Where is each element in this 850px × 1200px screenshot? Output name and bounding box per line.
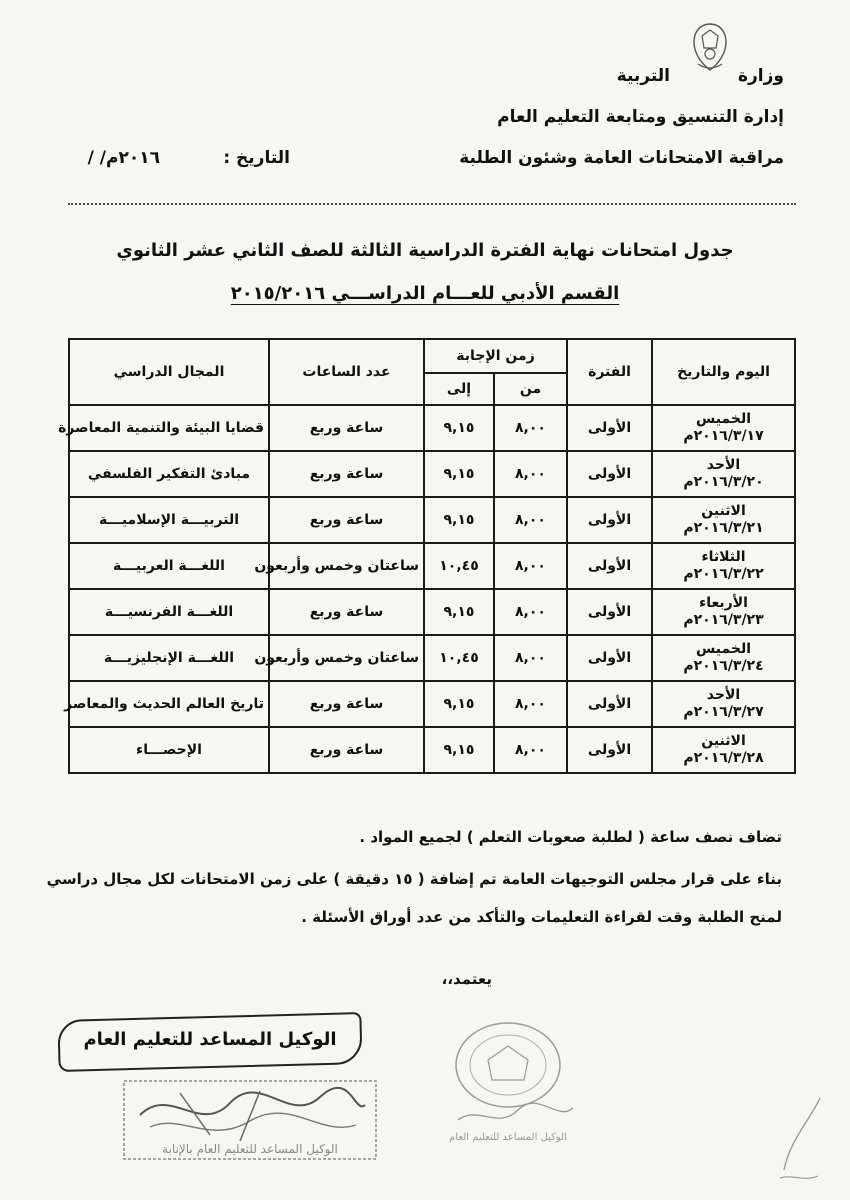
ministry-line1: وزارة [737, 66, 784, 86]
day-date-cell [652, 681, 795, 727]
period-cell: الأولى [567, 589, 652, 635]
day-date-cell [652, 497, 795, 543]
period-cell: الأولى [567, 497, 652, 543]
day-name: الاثنين [701, 733, 746, 749]
subject-cell: اللغـــة الفرنسيـــة [69, 589, 269, 635]
hours-cell: ساعة وربع [269, 405, 424, 451]
subject-cell: اللغـــة الإنجليزيـــة [69, 635, 269, 681]
from-cell: ٨,٠٠ [494, 727, 567, 773]
hours-cell: ساعتان وخمس وأربعون [269, 543, 424, 589]
table-row [69, 589, 795, 635]
from-cell: ٨,٠٠ [494, 543, 567, 589]
table-row [69, 497, 795, 543]
department-name: إدارة التنسيق ومتابعة التعليم العام [497, 107, 784, 127]
to-cell: ١٠,٤٥ [424, 543, 494, 589]
day-date-cell [652, 543, 795, 589]
approval-text: يعتمد،، [441, 970, 492, 988]
exam-date: ٢٠١٦/٣/١٧م [683, 428, 764, 444]
table-row [69, 543, 795, 589]
day-name: الأحد [706, 687, 741, 703]
period-cell: الأولى [567, 681, 652, 727]
header-from: من [494, 373, 567, 405]
ministry-seal-icon [428, 1010, 588, 1150]
subject-cell: اللغـــة العربيـــة [69, 543, 269, 589]
table-row [69, 681, 795, 727]
schedule-title: جدول امتحانات نهاية الفترة الدراسية الثالثة للصف الثاني عشر الثانوي [116, 240, 734, 261]
period-cell: الأولى [567, 635, 652, 681]
date-label: التاريخ : [223, 148, 290, 168]
stamp-text: الوكيل المساعد للتعليم العام بالإنابة [162, 1142, 338, 1156]
from-cell: ٨,٠٠ [494, 589, 567, 635]
to-cell: ٩,١٥ [424, 681, 494, 727]
day-name: الخميس [695, 411, 752, 427]
subject-cell: قضايا البيئة والتنمية المعاصرة [69, 405, 269, 451]
day-date-cell [652, 727, 795, 773]
exam-date: ٢٠١٦/٣/٢٠م [683, 474, 764, 490]
hours-cell: ساعة وربع [269, 589, 424, 635]
day-name: الاثنين [701, 503, 746, 519]
schedule-subtitle: القسم الأدبي للعـــام الدراســـي ٢٠١٥/٢٠١٦ [230, 283, 620, 304]
subject-cell: مبادئ التفكير الفلسفي [69, 451, 269, 497]
period-cell: الأولى [567, 451, 652, 497]
day-date-cell [652, 405, 795, 451]
hours-cell: ساعتان وخمس وأربعون [269, 635, 424, 681]
day-name: الثلاثاء [701, 549, 746, 565]
period-cell: الأولى [567, 543, 652, 589]
hours-cell: ساعة وربع [269, 727, 424, 773]
signature-title: الوكيل المساعد للتعليم العام [83, 1029, 337, 1050]
to-cell: ٩,١٥ [424, 589, 494, 635]
table-row [69, 405, 795, 451]
note-extra-time: تضاف نصف ساعة ( لطلبة صعوبات التعلم ) لجميع المواد . [359, 828, 782, 846]
ministry-line2: التربية [616, 66, 670, 86]
table-row [69, 451, 795, 497]
period-cell: الأولى [567, 405, 652, 451]
from-cell: ٨,٠٠ [494, 451, 567, 497]
exam-date: ٢٠١٦/٣/٢٣م [683, 612, 764, 628]
day-name: الأحد [706, 457, 741, 473]
date-value: / /٢٠١٦م [87, 148, 160, 168]
header-period: الفترة [567, 339, 652, 405]
from-cell: ٨,٠٠ [494, 405, 567, 451]
hours-cell: ساعة وربع [269, 681, 424, 727]
hours-cell: ساعة وربع [269, 451, 424, 497]
day-name: الخميس [695, 641, 752, 657]
note-council-decision: بناء على قرار مجلس التوجيهات العامة تم إضافة ( ١٥ دقيقة ) على زمن الامتحانات لكل مجال دراسي [46, 870, 782, 888]
subject-cell: تاريخ العالم الحديث والمعاصر [69, 681, 269, 727]
seal-text: الوكيل المساعد للتعليم العام [449, 1132, 567, 1143]
table-row [69, 727, 795, 773]
schedule-body [58, 405, 795, 773]
subject-cell: الإحصـــاء [69, 727, 269, 773]
exam-date: ٢٠١٦/٣/٢١م [683, 520, 764, 536]
exam-date: ٢٠١٦/٣/٢٧م [683, 704, 764, 720]
header-divider [68, 203, 796, 205]
day-date-cell [652, 635, 795, 681]
exam-date: ٢٠١٦/٣/٢٢م [683, 566, 764, 582]
day-date-cell [652, 589, 795, 635]
table-row [69, 635, 795, 681]
note-reading-time: لمنح الطلبة وقت لقراءة التعليمات والتأكد من عدد أوراق الأسئلة . [301, 908, 782, 926]
header-to: إلى [424, 373, 494, 405]
exam-date: ٢٠١٦/٣/٢٨م [683, 750, 764, 766]
to-cell: ٩,١٥ [424, 451, 494, 497]
to-cell: ١٠,٤٥ [424, 635, 494, 681]
from-cell: ٨,٠٠ [494, 681, 567, 727]
header-hours: عدد الساعات [269, 339, 424, 405]
day-name: الأربعاء [699, 595, 748, 611]
period-cell: الأولى [567, 727, 652, 773]
to-cell: ٩,١٥ [424, 405, 494, 451]
to-cell: ٩,١٥ [424, 727, 494, 773]
exam-schedule-table [58, 338, 796, 774]
subject-cell: التربيـــة الإسلاميـــة [69, 497, 269, 543]
day-date-cell [652, 451, 795, 497]
exam-date: ٢٠١٦/٣/٢٤م [683, 658, 764, 674]
header-answer-time: زمن الإجابة [424, 339, 567, 373]
from-cell: ٨,٠٠ [494, 635, 567, 681]
from-cell: ٨,٠٠ [494, 497, 567, 543]
ministry-crest-icon [686, 20, 734, 74]
header-subject: المجال الدراسي [69, 339, 269, 405]
hours-cell: ساعة وربع [269, 497, 424, 543]
to-cell: ٩,١٥ [424, 497, 494, 543]
header-day-date: اليوم والتاريخ [652, 339, 795, 405]
section-name: مراقبة الامتحانات العامة وشئون الطلبة [459, 148, 784, 168]
handwritten-mark-icon [770, 1090, 830, 1190]
official-stamp-icon [120, 1075, 380, 1165]
